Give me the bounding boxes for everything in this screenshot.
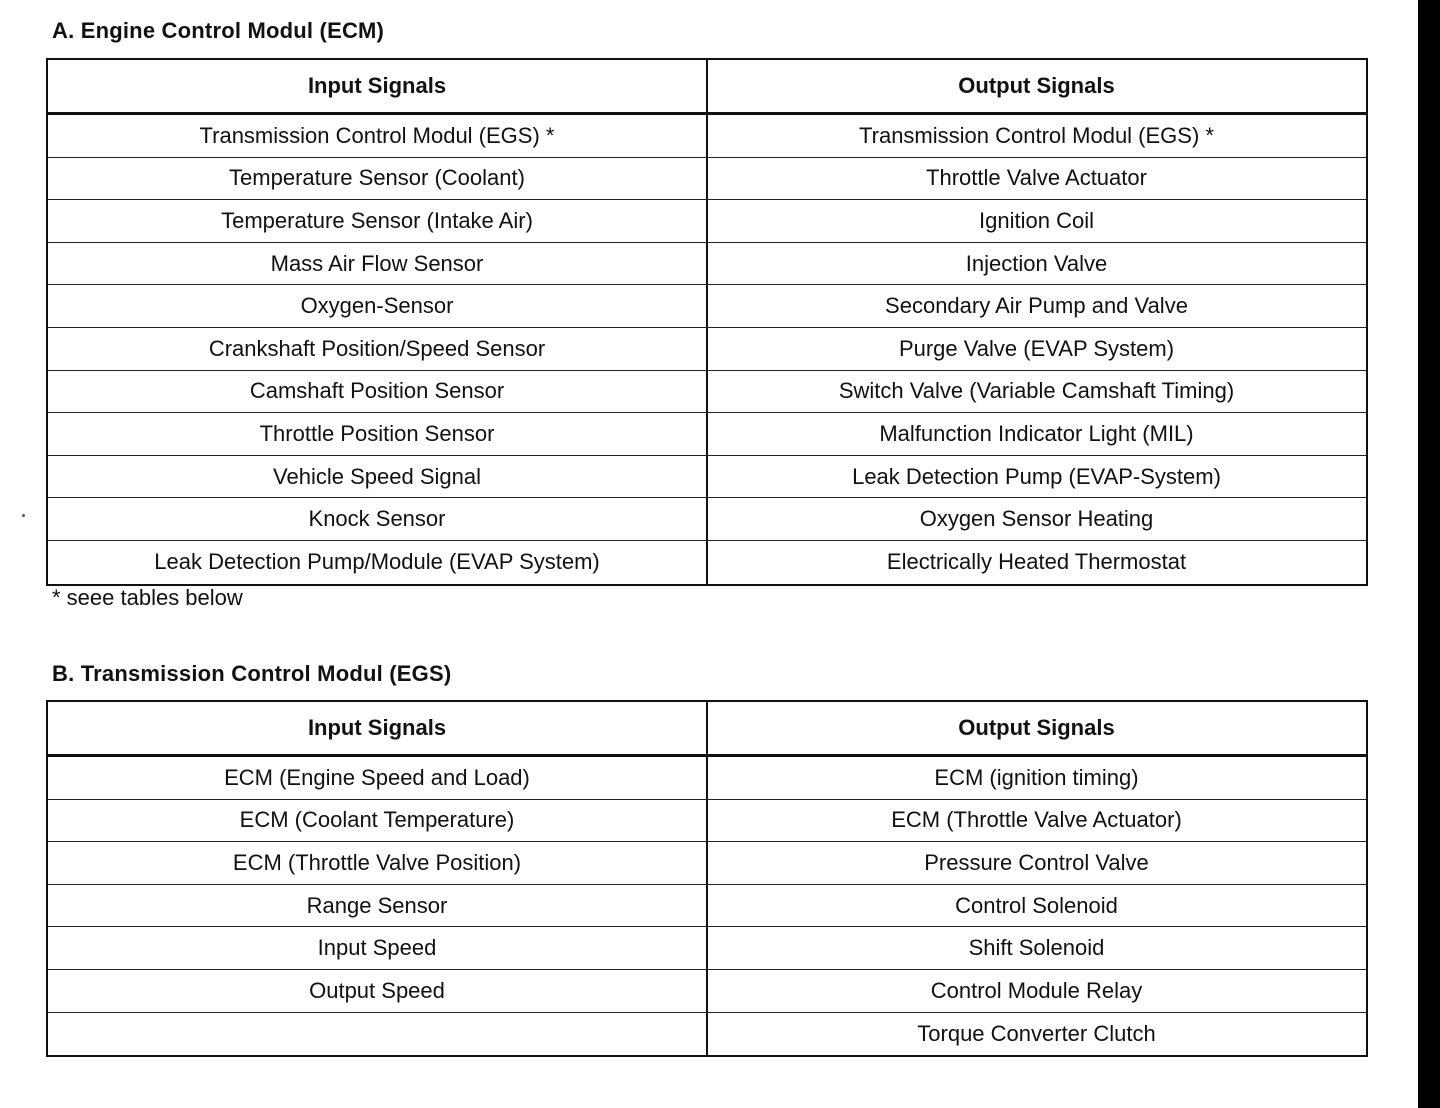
output-signal-cell: Torque Converter Clutch (917, 1020, 1156, 1046)
output-signal-cell: Malfunction Indicator Light (MIL) (879, 420, 1194, 446)
input-signal-cell: Leak Detection Pump/Module (EVAP System) (48, 541, 708, 584)
table-header-row (48, 702, 1366, 757)
input-signal-cell: Crankshaft Position/Speed Sensor (48, 328, 708, 370)
section-a-title: A. Engine Control Modul (ECM) (52, 18, 385, 43)
table-row (48, 927, 1366, 970)
input-signal-cell: Oxygen-Sensor (48, 285, 708, 327)
table-row (48, 757, 1366, 800)
input-signal-cell: Input Speed (48, 927, 708, 969)
table-row (48, 842, 1366, 885)
output-signal-cell: Electrically Heated Thermostat (886, 549, 1187, 575)
output-signal-cell: Shift Solenoid (968, 935, 1105, 961)
output-signal-cell: Secondary Air Pump and Valve (885, 293, 1188, 319)
input-signal-cell: Temperature Sensor (Coolant) (48, 158, 708, 200)
table-row (48, 541, 1366, 584)
table-row (48, 1013, 1366, 1056)
output-signal-cell: Control Solenoid (955, 892, 1118, 918)
table-row (48, 413, 1366, 456)
table-row (48, 328, 1366, 371)
input-signal-cell: ECM (Engine Speed and Load) (48, 757, 708, 799)
output-signals-header: Output Signals (958, 715, 1115, 740)
input-signal-cell: Range Sensor (48, 885, 708, 927)
table-row (48, 970, 1366, 1013)
egs-signals-table (46, 700, 1368, 1057)
output-signal-cell: ECM (Throttle Valve Actuator) (891, 807, 1182, 833)
output-signal-cell: ECM (ignition timing) (934, 764, 1139, 790)
input-signal-cell: Output Speed (48, 970, 708, 1012)
input-signal-cell: Throttle Position Sensor (48, 413, 708, 455)
input-signal-cell: ECM (Coolant Temperature) (48, 800, 708, 842)
input-signal-cell: ECM (Throttle Valve Position) (48, 842, 708, 884)
output-signal-cell: Pressure Control Valve (924, 849, 1149, 875)
output-signal-cell: Control Module Relay (930, 977, 1143, 1003)
table-row (48, 456, 1366, 499)
section-b-title: B. Transmission Control Modul (EGS) (52, 661, 452, 686)
output-signal-cell: Oxygen Sensor Heating (919, 506, 1154, 532)
output-signals-header: Output Signals (958, 73, 1115, 98)
input-signal-cell: Vehicle Speed Signal (48, 456, 708, 498)
output-signal-cell: Switch Valve (Variable Camshaft Timing) (838, 378, 1235, 404)
table-row (48, 158, 1366, 201)
input-signals-header: Input Signals (48, 60, 708, 112)
input-signal-cell: Transmission Control Modul (EGS) * (48, 115, 708, 157)
input-signal-cell: Camshaft Position Sensor (48, 371, 708, 413)
table-row (48, 800, 1366, 843)
input-signal-cell: Mass Air Flow Sensor (48, 243, 708, 285)
output-signal-cell: Leak Detection Pump (EVAP-System) (852, 463, 1221, 489)
input-signal-cell: Temperature Sensor (Intake Air) (48, 200, 708, 242)
table-row (48, 498, 1366, 541)
table-row (48, 285, 1366, 328)
output-signal-cell: Transmission Control Modul (EGS) * (859, 122, 1214, 148)
output-signal-cell: Ignition Coil (979, 207, 1094, 233)
output-signal-cell: Purge Valve (EVAP System) (898, 335, 1175, 361)
scan-speck (22, 514, 25, 517)
output-signal-cell: Injection Valve (965, 250, 1108, 276)
footnote: * seee tables below (52, 585, 243, 610)
table-row (48, 371, 1366, 414)
table-row (48, 115, 1366, 158)
table-row (48, 243, 1366, 286)
input-signal-cell: Knock Sensor (48, 498, 708, 540)
ecm-signals-table (46, 58, 1368, 586)
input-signals-header: Input Signals (48, 702, 708, 754)
table-row (48, 885, 1366, 928)
output-signal-cell: Throttle Valve Actuator (926, 165, 1147, 191)
table-row (48, 200, 1366, 243)
table-header-row (48, 60, 1366, 115)
page-edge-bar (1418, 0, 1440, 1108)
input-signal-cell (48, 1013, 708, 1056)
